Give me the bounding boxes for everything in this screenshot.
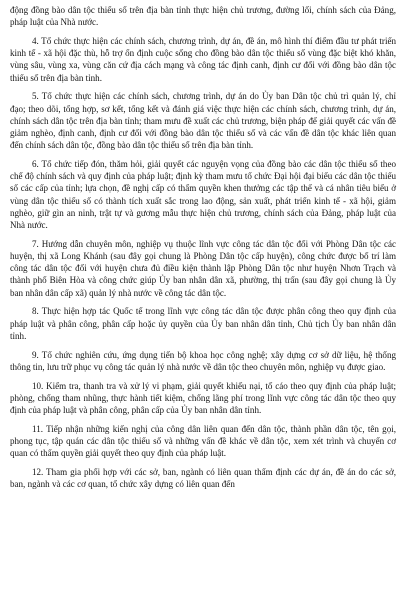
paragraph-item-12: 12. Tham gia phối hợp với các sở, ban, ngành có liên quan thẩm định các dự án, đề án do các sở, ban, ngành và các cơ quan, tổ chức xây dựng có liên quan đến xyxy=(10,467,396,490)
paragraph-item-5: 5. Tổ chức thực hiện các chính sách, chương trình, dự án do Ủy ban Dân tộc chủ trì quản lý, chỉ đạo; theo dõi, tổng hợp, sơ kết, tổng kết và đánh giá việc thực hiện các chính sách, chương trình, dự án, chính sách dân tộc trên địa bàn tỉnh; tham mưu đề xuất các chủ trương, biện pháp để giải quyết các vấn đề giảm nghèo, định canh, định cư đối với đồng bào dân tộc thiểu số và các vấn đề dân tộc khác liên quan đến chính sách dân tộc, đồng bào dân tộc thiểu số trên địa bàn tỉnh. xyxy=(10,91,396,151)
paragraph-item-6: 6. Tổ chức tiếp đón, thăm hỏi, giải quyết các nguyện vọng của đồng bào các dân tộc thiểu số theo chế độ chính sách và quy định của pháp luật; định kỳ tham mưu tổ chức Đại hội đại biểu các dân tộc thiểu số các cấp của tỉnh; lựa chọn, đề nghị cấp có thẩm quyền khen thưởng các tập thể và cá nhân tiêu biểu ở vùng dân tộc thiểu số có thành tích xuất sắc trong lao động, sản xuất, phát triển kinh tế - xã hội, giảm nghèo, giữ gìn an ninh, trật tự và gương mẫu thực hiện chủ trương, chính sách của Đảng, pháp luật của Nhà nước. xyxy=(10,159,396,231)
paragraph-item-7: 7. Hướng dẫn chuyên môn, nghiệp vụ thuộc lĩnh vực công tác dân tộc đối với Phòng Dân tộc các huyện, thị xã Long Khánh (sau đây gọi chung là Phòng Dân tộc cấp huyện), công chức được bố trí làm công tác dân tộc đối với huyện chưa đủ điều kiện thành lập Phòng Dân tộc như huyện Nhơn Trạch và thành phố Biên Hòa và công chức giúp Ủy ban nhân dân xã, phường, thị trấn (sau đây gọi chung là Ủy ban nhân dân cấp xã) quản lý nhà nước về công tác dân tộc. xyxy=(10,238,396,298)
paragraph-continuation: động đồng bào dân tộc thiểu số trên địa bàn tỉnh thực hiện chủ trương, đường lối, chính sách của Đảng, pháp luật của Nhà nước. xyxy=(10,5,396,28)
paragraph-item-9: 9. Tổ chức nghiên cứu, ứng dụng tiến bộ khoa học công nghệ; xây dựng cơ sở dữ liệu, hệ thống thông tin, lưu trữ phục vụ công tác quản lý nhà nước về dân tộc theo chuyên môn, nghiệp vụ được giao. xyxy=(10,349,396,372)
paragraph-item-11: 11. Tiếp nhận những kiến nghị của công dân liên quan đến dân tộc, thành phần dân tộc, tên gọi, phong tục, tập quán các dân tộc thiểu số và những vấn đề khác về dân tộc, xem xét trình và chuyển cơ quan có thẩm quyền giải quyết theo quy định của pháp luật. xyxy=(10,423,396,459)
paragraph-item-10: 10. Kiểm tra, thanh tra và xử lý vi phạm, giải quyết khiếu nại, tố cáo theo quy định của pháp luật; phòng, chống tham nhũng, thực hành tiết kiệm, chống lãng phí trong lĩnh vực công tác dân tộc theo quy định của pháp luật và phân công, phân cấp của Ủy ban nhân dân tỉnh. xyxy=(10,380,396,416)
paragraph-item-4: 4. Tổ chức thực hiện các chính sách, chương trình, dự án, đề án, mô hình thí điểm đầu tư phát triển kinh tế - xã hội đặc thù, hỗ trợ ổn định cuộc sống cho đồng bào dân tộc thiểu số vùng đặc biệt khó khăn, vùng sâu, vùng xa, vùng căn cứ địa cách mạng và công tác định canh, định cư đối với đồng bào dân tộc thiểu số trên địa bàn tỉnh. xyxy=(10,36,396,83)
paragraph-item-8: 8. Thực hiện hợp tác Quốc tế trong lĩnh vực công tác dân tộc được phân công theo quy định của pháp luật và phân công, phân cấp hoặc ủy quyền của Ủy ban nhân dân tỉnh, Chủ tịch Ủy ban nhân dân tỉnh. xyxy=(10,306,396,341)
